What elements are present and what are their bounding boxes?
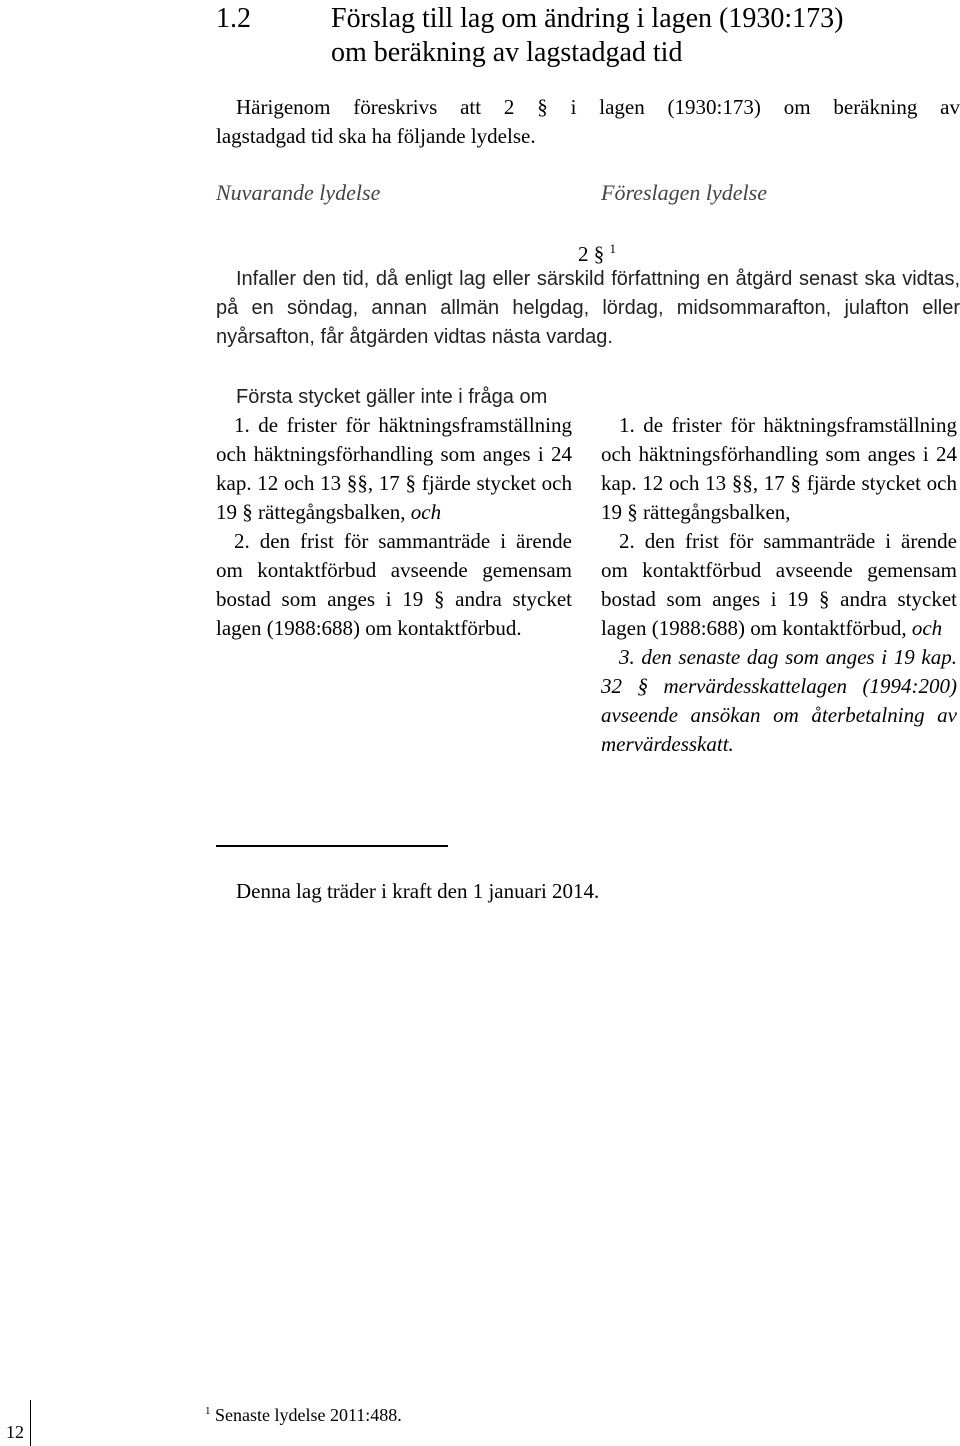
- enactment-statement: Denna lag träder i kraft den 1 januari 2014.: [236, 879, 600, 903]
- footnote-text: Senaste lydelse 2011:488.: [215, 1405, 402, 1425]
- current-wording-column: [216, 411, 572, 643]
- proposed-wording-column: [601, 411, 957, 759]
- intro-line-1: Härigenom föreskrivs att 2 § i lagen (1930:173) om beräkning av: [236, 95, 960, 119]
- proposed-item-2-suffix: och: [911, 616, 943, 640]
- proposed-item-2-text: 2. den frist för sammanträde i ärende om kontaktförbud avseende gemensam bostad som anges i 19 § andra stycket lagen (1988:688) om kontaktförbud,: [601, 529, 957, 640]
- paragraph-number-text: 2 §: [578, 242, 605, 266]
- section-heading: [331, 2, 941, 70]
- current-item-2: 2. den frist för sammanträde i ärende om kontaktförbud avseende gemensam bostad som anges i 19 § andra stycket lagen (1988:688) om kontaktförbud.: [216, 529, 572, 640]
- proposed-item-1: 1. de frister för häktningsframställning och häktningsförhandling som anges i 24 kap. 12 och 13 §§, 17 § fjärde stycket och 19 § rättegångsbalken,: [601, 413, 957, 524]
- footnote: [205, 1398, 402, 1428]
- current-item-1-text: 1. de frister för häktningsframställning och häktningsförhandling som anges i 24 kap. 12 och 13 §§, 17 § fjärde stycket och 19 § rättegångsbalken,: [216, 413, 572, 524]
- proposed-item-3-text: 3. den senaste dag som anges i 19 kap. 32 § mervärdesskattelagen (1994:200) avseende ansökan om återbetalning av mervärdesskatt.: [601, 645, 957, 756]
- section-number: 1.2: [216, 3, 251, 34]
- heading-line-2: om beräkning av lagstadgad tid: [331, 37, 683, 68]
- current-item-1-suffix: och: [410, 500, 442, 524]
- heading-line-1: Förslag till lag om ändring i lagen (1930:173): [331, 3, 844, 34]
- common-paragraph-1: [216, 265, 960, 352]
- proposed-item-3: [601, 643, 957, 759]
- separator-rule: [216, 845, 448, 847]
- common-paragraph-2: Första stycket gäller inte i fråga om: [236, 386, 548, 408]
- page-number: 12: [6, 1422, 24, 1442]
- footnote-reference: 1: [609, 241, 616, 256]
- current-item-1: [216, 411, 572, 527]
- proposed-item-2: [601, 527, 957, 643]
- current-wording-label: Nuvarande lydelse: [216, 180, 381, 205]
- footnote-mark: 1: [205, 1405, 211, 1417]
- intro-paragraph: [216, 93, 960, 151]
- proposed-wording-label: Föreslagen lydelse: [601, 180, 767, 205]
- common-paragraph-1-text: Infaller den tid, då enligt lag eller särskild författning en åtgärd senast ska vidtas, på en söndag, annan allmän helgdag, lördag, midsommarafton, julafton eller nyårsafton, får åtgärden vidtas nästa vardag.: [216, 268, 960, 348]
- paragraph-number: [578, 235, 616, 268]
- intro-line-2: lagstadgad tid ska ha följande lydelse.: [216, 124, 536, 148]
- page-margin-line: [30, 1400, 31, 1446]
